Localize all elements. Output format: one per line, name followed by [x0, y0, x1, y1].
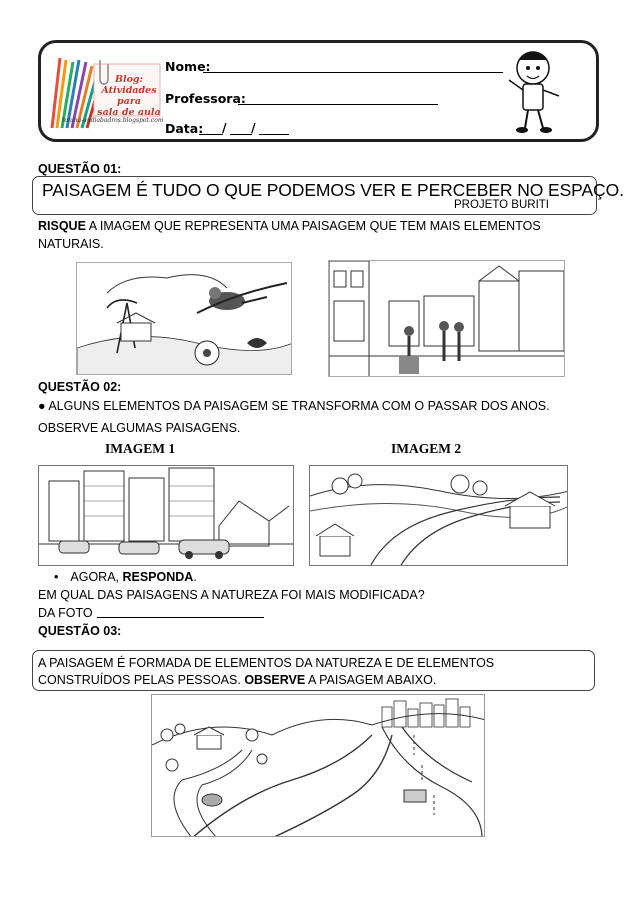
q2-bullet-bold: RESPONDA: [122, 570, 194, 584]
q3-box-line2-prefix: CONSTRUÍDOS PELAS PESSOAS.: [38, 673, 245, 687]
q2-bullet: [54, 568, 197, 586]
q2-question: EM QUAL DAS PAISAGENS A NATUREZA FOI MAIS MODIFICADA?: [38, 588, 425, 602]
bullet-dot: •: [54, 570, 59, 584]
blog-line3: sala de aula: [97, 107, 161, 118]
q1-source: PROJETO BURITI: [454, 199, 549, 211]
city-street-image[interactable]: [328, 260, 565, 377]
q3-box-line1: A PAISAGEM É FORMADA DE ELEMENTOS DA NATUREZA E DE ELEMENTOS: [38, 656, 495, 670]
q2-answer-field[interactable]: [97, 617, 264, 618]
blog-title: [94, 74, 164, 118]
date-slash-2: /: [251, 120, 256, 135]
teacher-label: Professora:: [165, 91, 246, 106]
date-year-field[interactable]: [259, 134, 289, 135]
date-slash-1: /: [222, 120, 227, 135]
blog-line1: Blog:: [114, 74, 144, 85]
blog-line2: Atividades para: [101, 85, 157, 107]
name-label: Nome:: [165, 59, 211, 74]
q3-title: QUESTÃO 03:: [38, 624, 122, 638]
q1-instruction-bold: RISQUE: [38, 219, 86, 233]
q2-title: QUESTÃO 02:: [38, 380, 122, 394]
q1-instruction-line2: NATURAIS.: [38, 237, 104, 251]
cartoon-character-icon: [503, 46, 573, 136]
image1-caption: IMAGEM 1: [105, 441, 176, 456]
q2-bullet-prefix: AGORA,: [70, 570, 123, 584]
nature-bird-image[interactable]: [76, 262, 292, 375]
q3-box-line2: [38, 671, 436, 689]
q2-line2: OBSERVE ALGUMAS PAISAGENS.: [38, 421, 241, 435]
image2-caption: IMAGEM 2: [391, 441, 462, 456]
date-day-field[interactable]: [199, 134, 223, 135]
q1-instruction: [38, 217, 541, 235]
date-month-field[interactable]: [230, 134, 252, 135]
q2-line1: ● ALGUNS ELEMENTOS DA PAISAGEM SE TRANSFORMA COM O PASSAR DOS ANOS.: [38, 399, 550, 413]
q1-instruction-rest: A IMAGEM QUE REPRESENTA UMA PAISAGEM QUE TEM MAIS ELEMENTOS: [85, 219, 541, 233]
landscape-image[interactable]: [151, 694, 485, 837]
q1-title: QUESTÃO 01:: [38, 162, 122, 176]
q2-answer-label: DA FOTO: [38, 606, 93, 620]
q3-box-line2-bold: OBSERVE: [244, 673, 306, 687]
q1-banner-text: PAISAGEM É TUDO O QUE PODEMOS VER E PERCEBER NO ESPAÇO.: [42, 180, 624, 200]
blog-url: toluna-andiabadros.blogspot.com: [62, 117, 164, 124]
teacher-field[interactable]: [238, 104, 438, 105]
q3-box-line2-suffix: A PAISAGEM ABAIXO.: [305, 673, 437, 687]
image1-urban[interactable]: [38, 465, 294, 566]
name-field[interactable]: [203, 72, 503, 73]
date-label: Data:: [165, 121, 204, 136]
q2-bullet-suffix: .: [193, 570, 197, 584]
image2-rural[interactable]: [309, 465, 568, 566]
